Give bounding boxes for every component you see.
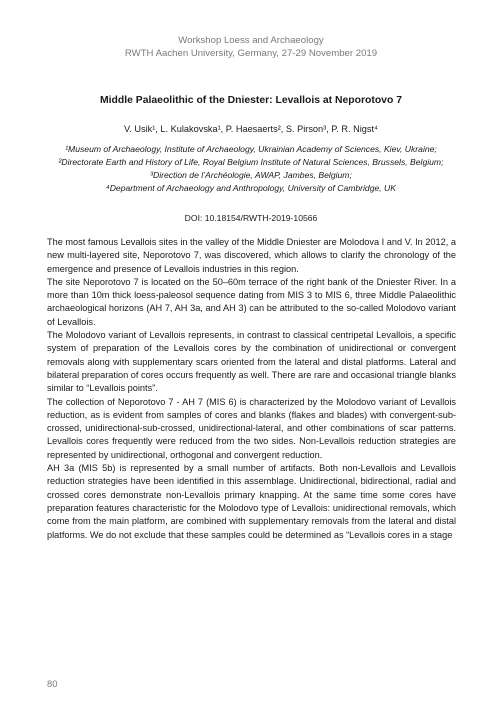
body-paragraph: AH 3a (MIS 5b) is represented by a small number of artifacts. Both non-Levallois and Levallois reduction strategies have been identified in this assemblage. Unidirectional, bidirectional, radial and crossed cores demonstrate non-Levallois primary knapping. At the same time some cores have preparation features characteristic for the Molodovo type of Levallois: unidirectional removals, which come from the main platform, are combined with supplementary removals from the lateral and distal platforms. We do not exclude that these samples could be determined as “Levallois cores in a stage: [47, 463, 456, 540]
paper-title: Middle Palaeolithic of the Dniester: Levallois at Neporotovo 7: [100, 95, 402, 106]
body-paragraph: The most famous Levallois sites in the valley of the Middle Dniester are Molodova I and V. In 2012, a new multi-layered site, Neporotovo 7, was discovered, which allows to clarify the chronology of the emergence and presence of Levallois industries in this region.: [47, 237, 456, 274]
abstract-body: [47, 236, 456, 542]
header-workshop: Workshop Loess and Archaeology: [178, 35, 324, 46]
body-paragraph: The site Neporotovo 7 is located on the 50–60m terrace of the right bank of the Dniester River. In a more than 10m thick loess-paleosol sequence dating from MIS 3 to MIS 6, three Middle Palaeolithic archaeological horizons (AH 7, AH 3a, and AH 3) can be attributed to the so-called Molodovo variant of Levallois.: [47, 276, 456, 327]
header-venue: RWTH Aachen University, Germany, 27-29 November 2019: [124, 48, 378, 59]
author-list: V. Usik¹, L. Kulakovska¹, P. Haesaerts², S. Pirson³, P. R. Nigst⁴: [124, 124, 378, 134]
body-paragraph: The Molodovo variant of Levallois represents, in contrast to classical centripetal Levallois, a specific system of preparation of the Levallois cores by the combination of unidirectional or convergent removals along with supplementary scars oriented from the lateral and distal platforms. Lateral and bilateral preparation of cores occurs frequently as well. There are rare and occasional triangle blanks similar to “Levallois points”.: [47, 330, 456, 394]
affiliation-cambridge: ⁴Department of Archaeology and Anthropology, University of Cambridge, UK: [105, 183, 396, 193]
running-header: [0, 34, 502, 60]
page-number: 80: [47, 678, 58, 689]
doi-line: DOI: 10.18154/RWTH-2019-10566: [184, 213, 318, 223]
affiliations: [42, 143, 460, 195]
body-paragraph: The collection of Neporotovo 7 - AH 7 (MIS 6) is characterized by the Molodovo variant of Levallois reduction, as is evident from samples of cores and blanks (flakes and blades) with convergent-sub-crossed, unidirectional-sub-crossed, unidirectional-lateral, and other combinations of scar patterns. Levallois cores frequently were reduced from the two sides. Non-Levallois reduction strategies are represented by unidirectional, orthogonal and convergent reduction.: [47, 396, 456, 460]
affiliation-block: ¹Museum of Archaeology, Institute of Archaeology, Ukrainian Academy of Sciences, Kiev, Ukraine; ²Directorate Earth and History of Life, Royal Belgium Institute of Natural Sciences, Brussels, Belgium; ³Direction de l’Archéologie, AWAP, Jambes, Belgium;: [58, 144, 444, 180]
